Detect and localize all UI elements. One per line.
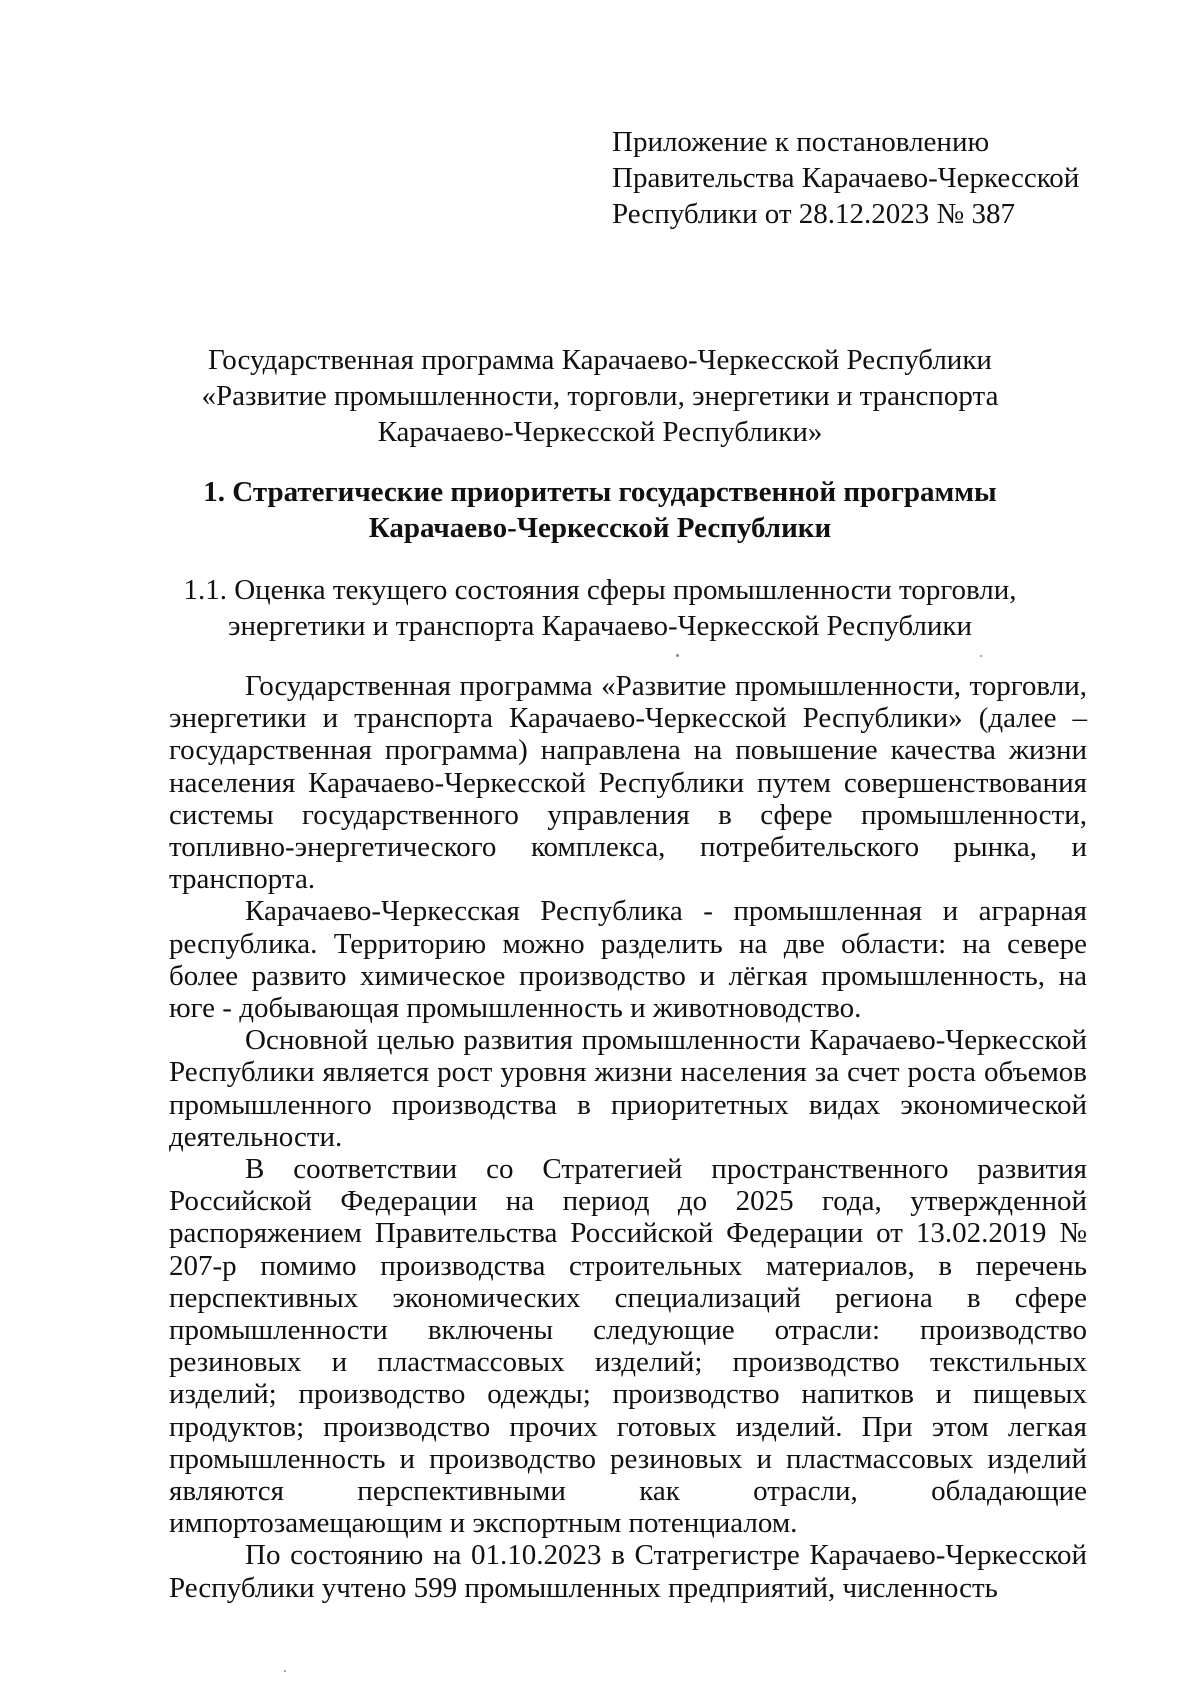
paragraph: Основной целью развития промышленности Карачаево-Черкесской Республики является рост уровня жизни населения за счет роста объемов промышленного производства в приоритетных видах экономической деятельности. (169, 1024, 1087, 1153)
program-title (120, 342, 1080, 450)
paragraph: Карачаево-Черкесская Республика - промышленная и аграрная республика. Территорию можно разделить на две области: на севере более развито химическое производство и лёгкая промышленность, на юге - добывающая промышленность и животноводство. (169, 895, 1087, 1025)
appendix-line-1: Приложение к постановлению (612, 126, 990, 158)
scan-speck (676, 654, 679, 657)
paragraph: Государственная программа «Развитие промышленности, торговли, энергетики и транспорта Карачаево-Черкесской Республики» (далее – государственная программа) направлена на повышение качества жизни населения Карачаево-Черкесской Республики путем совершенствования системы государственного управления в сфере промышленности, топливно-энергетического комплекса, потребительского рынка, и транспорта. (169, 670, 1087, 896)
appendix-header (612, 124, 1172, 232)
appendix-line-3: Республики от 28.12.2023 № 387 (612, 198, 1015, 230)
program-title-line-3: Карачаево-Черкесской Республики» (377, 416, 823, 448)
paragraph: По состоянию на 01.10.2023 в Статрегистре Карачаево-Черкесской Республики учтено 599 промышленных предприятий, численность (169, 1539, 1087, 1604)
scan-speck (980, 655, 982, 657)
subsection-heading (120, 572, 1080, 644)
scan-speck (284, 1670, 286, 1672)
subsection-heading-line-2: энергетики и транспорта Карачаево-Черкесской Республики (228, 610, 972, 642)
subsection-heading-line-1: 1.1. Оценка текущего состояния сферы промышленности торговли, (183, 574, 1017, 606)
section-heading (120, 474, 1080, 546)
program-title-line-1: Государственная программа Карачаево-Черкесской Республики (208, 344, 992, 376)
paragraph: В соответствии со Стратегией пространственного развития Российской Федерации на период до 2025 года, утвержденной распоряжением Правительства Российской Федерации от 13.02.2019 № 207-р помимо производства строительных материалов, в перечень перспективных экономических специализаций региона в сфере промышленности включены следующие отрасли: производство резиновых и пластмассовых изделий; производство текстильных изделий; производство одежды; производство напитков и пищевых продуктов; производство прочих готовых изделий. При этом легкая промышленность и производство резиновых и пластмассовых изделий являются перспективными как отрасли, обладающие импортозамещающим и экспортным потенциалом. (169, 1153, 1087, 1540)
appendix-line-2: Правительства Карачаево-Черкесской (612, 162, 1080, 194)
program-title-line-2: «Развитие промышленности, торговли, энергетики и транспорта (201, 380, 999, 412)
section-heading-line-2: Карачаево-Черкесской Республики (368, 512, 832, 544)
body-text (169, 670, 1087, 1604)
section-heading-line-1: 1. Стратегические приоритеты государственной программы (203, 476, 997, 508)
